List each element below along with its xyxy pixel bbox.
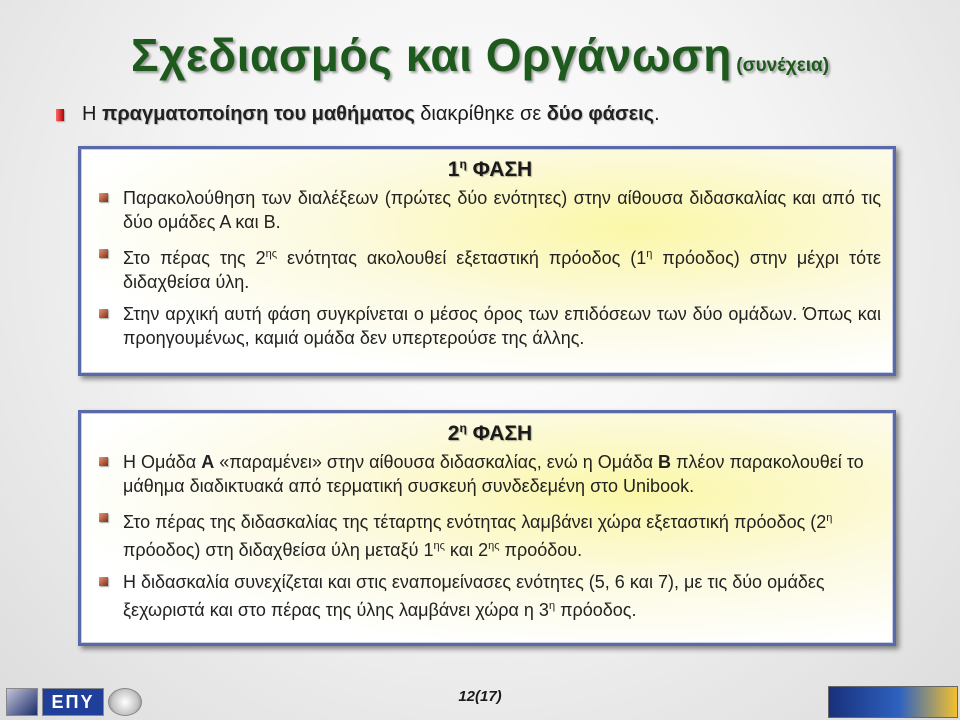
intro-text: Η πραγματοποίηση του μαθήματος διακρίθηκε σε δύο φάσεις. [82, 103, 660, 125]
page-number: 12(17) [458, 688, 502, 705]
title-sub: (συνέχεια) [736, 55, 830, 76]
list-item: Στο πέρας της $2^{\eta\varsigma}$ ενότητας ακολουθεί εξεταστική πρόοδος ($1^\eta$ πρόοδος) στην μέχρι τότε διδαχθείσα ύλη. [99, 242, 881, 294]
square-bullet-icon [99, 193, 108, 202]
list-item: Η Ομάδα Α «παραμένει» στην αίθουσα διδασκαλίας, ενώ η Ομάδα Β πλέον παρακολουθεί το μάθημα διαδικτυακά από τερματική συσκευή συνδεδεμένη στο Unibook. [99, 450, 881, 498]
conference-banner-image [828, 686, 958, 718]
list-item: Παρακολούθηση των διαλέξεων (πρώτες δύο ενότητες) στην αίθουσα διδασκαλίας και από τις δύο ομάδες Α και Β. [99, 186, 881, 234]
square-bullet-icon [99, 457, 108, 466]
slide-title [0, 28, 960, 82]
list-item: Στο πέρας της διδασκαλίας της τέταρτης ενότητας λαμβάνει χώρα εξεταστική πρόοδος ($2^\eta$ πρόοδος) στη διδαχθείσα ύλη μεταξύ $1^{\eta\varsigma}$ και $2^{\eta\varsigma}$ προόδου. [99, 506, 881, 562]
phase-1-heading: $1^\eta$ ΦΑΣΗ [447, 157, 533, 181]
square-bullet-icon [99, 249, 108, 258]
square-bullet-icon [99, 577, 108, 586]
epu-logo: ΕΠΥ [42, 688, 104, 716]
phase-1-panel [78, 146, 896, 376]
title-main: Σχεδιασμός και Οργάνωση [130, 29, 732, 81]
intro-line [56, 100, 920, 128]
red-bullet-icon [56, 109, 64, 121]
square-bullet-icon [99, 309, 108, 318]
phase-2-panel [78, 410, 896, 646]
list-item: Στην αρχική αυτή φάση συγκρίνεται ο μέσος όρος των επιδόσεων των δύο ομάδων. Όπως και προηγουμένως, καμιά ομάδα δεν υπερτερούσε της άλλης. [99, 302, 881, 350]
square-bullet-icon [99, 513, 108, 522]
phase-2-heading: $2^\eta$ ΦΑΣΗ [447, 421, 533, 445]
list-item: Η διδασκαλία συνεχίζεται και στις εναπομείνασες ενότητες (5, 6 και 7), με τις δύο ομάδες ξεχωριστά και στο πέρας της ύλης λαμβάνει χώρα η $3^\eta$ πρόοδος. [99, 570, 881, 622]
